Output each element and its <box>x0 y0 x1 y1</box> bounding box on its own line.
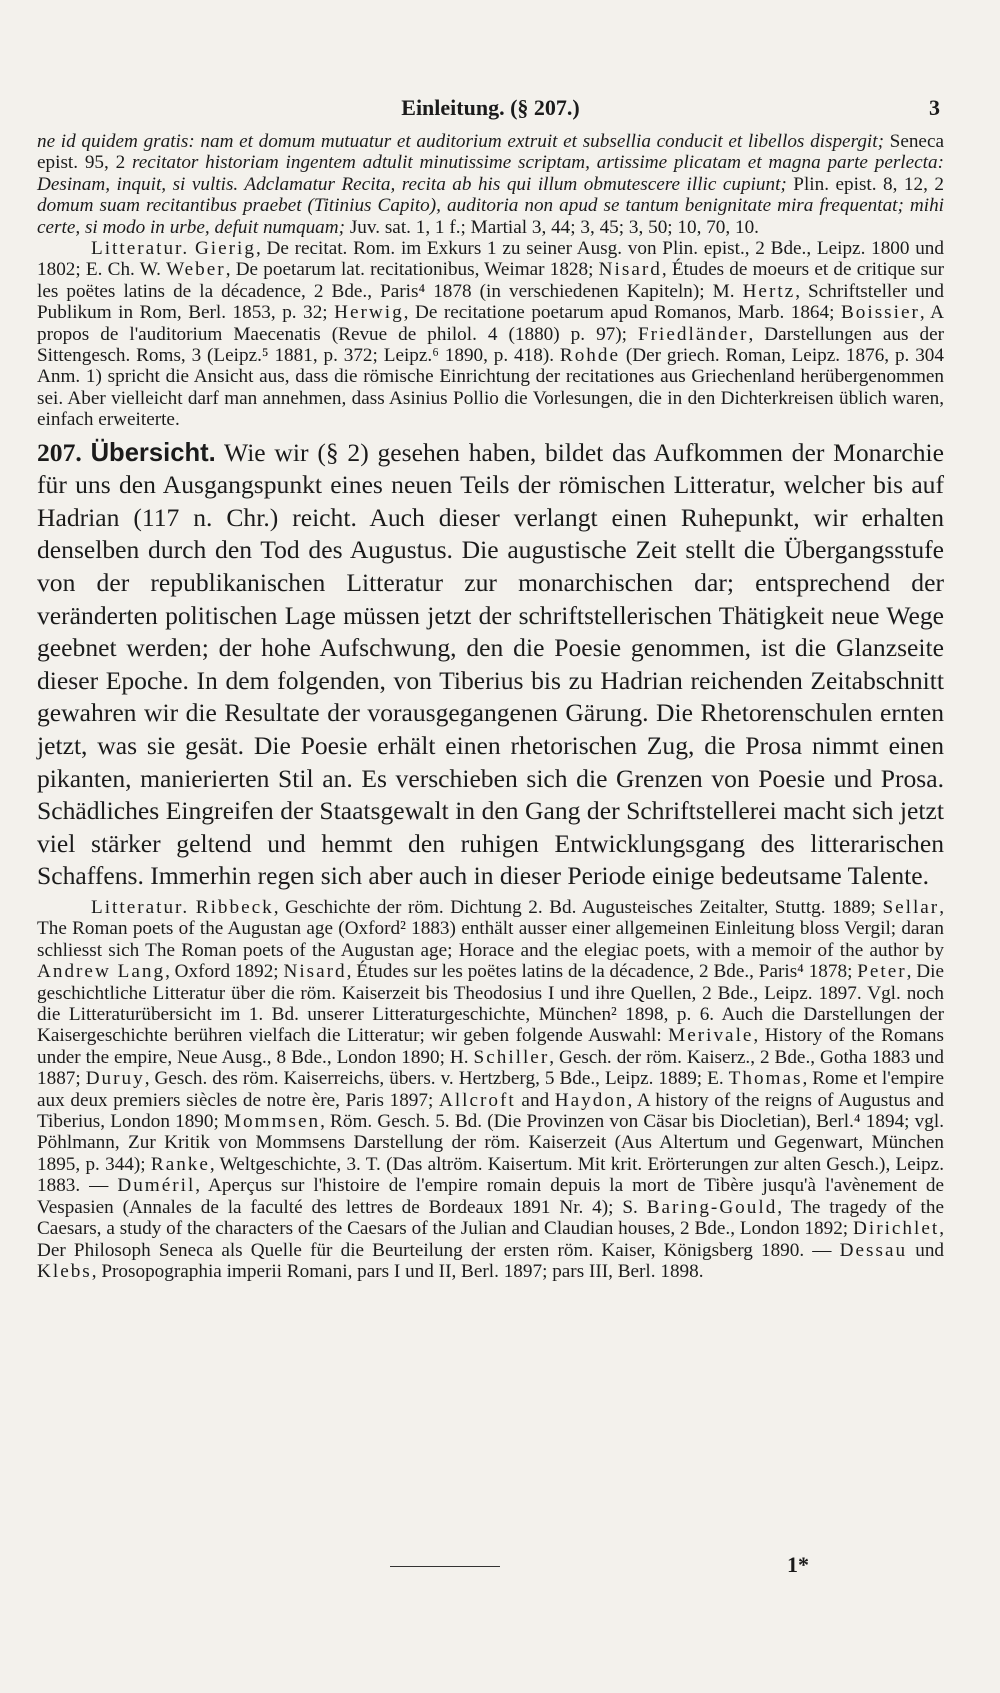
litteratur1-run: , De recitatione poetarum apud Romanos, Marb. 1864; <box>403 302 841 324</box>
litteratur1-run: Hertz <box>742 280 796 302</box>
section-207 <box>37 437 944 893</box>
litteratur2-run: , Gesch. des röm. Kaiserreichs, übers. v. Hertzberg, 5 Bde., Leipz. 1889; E. <box>144 1068 729 1090</box>
litteratur1-run: , De recitat. Rom. im Exkurs 1 zu seiner Ausg. von Plin. epist., 2 Bde., Leipz. 1800 und 1802; E. Ch. W. <box>37 238 944 281</box>
litteratur2-run: , Prosopographia imperii Romani, pars I und II, Berl. 1897; pars III, Berl. 1898. <box>91 1260 704 1282</box>
litteratur2-run: Ranke <box>150 1153 210 1175</box>
litteratur2-run: , Der Philosoph Seneca als Quelle für die Beurteilung der ersten röm. Kaiser, Königsberg 1890. — <box>37 1218 944 1261</box>
litteratur1-run: Litteratur. <box>91 238 190 260</box>
litteratur2-run: Dirichlet <box>853 1218 940 1240</box>
litteratur2-run: Sellar <box>882 897 940 918</box>
litteratur2-run: , Röm. Gesch. 5. Bd. (Die Provinzen von Cäsar bis Diocletian), Berl.⁴ 1894; vgl. Pöhlmann, Zur Kritik von Mommsens Darstellung der röm. Kaiserzeit (Aus Altertum und Gegenwart, München 1895, p. 344); <box>37 1111 944 1175</box>
litteratur1-run: Gierig <box>194 238 256 260</box>
litteratur2-run: Duruy <box>85 1068 145 1090</box>
page-number: 3 <box>929 95 940 120</box>
book-page <box>37 95 944 1282</box>
signature-mark: 1* <box>787 1552 809 1577</box>
litteratur2-run: Merivale <box>668 1025 754 1047</box>
litteratur2-run: , Weltgeschichte, 3. T. (Das altröm. Kaisertum. Mit krit. Erörterungen zur alten Gesch.), Leipz. 1883. — <box>37 1153 944 1197</box>
litteratur2-run: Litteratur. <box>91 897 190 918</box>
bibliography-block <box>37 897 944 1282</box>
litteratur2-run: Baring-Gould <box>646 1196 778 1218</box>
litteratur2-run: Duméril <box>117 1175 196 1197</box>
litteratur2-run: , Rome et l'empire aux deux premiers siècles de notre ère, Paris 1897; <box>37 1068 944 1111</box>
litteratur1-run: , De poetarum lat. recitationibus, Weimar 1828; <box>225 259 599 281</box>
running-header <box>37 95 944 131</box>
continuation-run: Plin. epist. 8, 12, 2 <box>786 173 944 195</box>
footer-rule <box>390 1566 500 1567</box>
litteratur2-run: Haydon <box>554 1089 628 1111</box>
continuation-run: domum suam recitantibus praebet (Titinius Capito), auditoria non apud se tantum benignitate mira frequentat; mihi certe, si modo in urbe, defuit numquam; <box>37 195 944 238</box>
section-number: 207. <box>37 437 82 467</box>
litteratur1-run: , Études de moeurs et de critique sur les poëtes latins de la décadence, 2 Bde., Paris⁴ 1878 (in verschiedenen Kapiteln); M. <box>37 259 944 302</box>
litteratur1-run: Nisard <box>598 259 662 281</box>
litteratur2-run <box>189 897 196 918</box>
litteratur2-run: , Études sur les poëtes latins de la décadence, 2 Bde., Paris⁴ 1878; <box>346 961 858 983</box>
litteratur2-run: , The tragedy of the Caesars, a study of the characters of the Caesars of the Julian and Claudian houses, 2 Bde., London 1892; <box>37 1196 944 1240</box>
running-title: Einleitung. (§ 207.) <box>401 95 580 120</box>
litteratur2-run: , Gesch. der röm. Kaiserz., 2 Bde., Gotha 1883 und 1887; <box>37 1046 944 1090</box>
litteratur2-run: , Geschichte der röm. Dichtung 2. Bd. Augusteisches Zeitalter, Stuttg. 1889; <box>273 897 883 918</box>
litteratur1-run: Herwig <box>334 302 404 324</box>
litteratur1-run: Rohde <box>559 345 620 367</box>
bibliography-paragraph-2 <box>37 897 944 1282</box>
continuation-run: recitator historiam ingentem adtulit minutissime scriptam, artissime plicatam et magna parte perlecta: Desinam, inquit, si vultis. Adclamatur Recita, recita ab his qui illum obmutescere illic cupiunt; <box>37 152 944 195</box>
litteratur2-run: Thomas <box>728 1068 803 1090</box>
litteratur2-run: Andrew Lang <box>37 961 166 983</box>
litteratur1-run: Weber <box>166 259 226 281</box>
litteratur2-run: Peter <box>857 961 907 983</box>
continuation-paragraph <box>37 131 944 238</box>
section-title: Übersicht. <box>90 438 216 467</box>
litteratur2-run: and <box>515 1089 555 1111</box>
litteratur2-run: Mommsen <box>223 1111 321 1133</box>
litteratur2-run: , Die geschichtliche Litteratur über die röm. Kaiserzeit bis Theodosius I und ihre Quellen, 2 Bde., Leipz. 1897. Vgl. noch die Litteraturübersicht im 1. Bd. unserer Litteraturgeschichte, München² 1898, p. 6. Auch die Darstellungen der Kaisergeschichte berühren vielfach die Litteratur; wir geben folgende Auswahl: <box>37 961 944 1047</box>
litteratur1-run: , A propos de l'auditorium Maecenatis (Revue de philol. 4 (1880) p. 97); <box>37 302 944 345</box>
litteratur1-run: Boissier <box>840 302 920 324</box>
continuation-run: Juv. sat. 1, 1 f.; Martial 3, 44; 3, 45; 3, 50; 10, 70, 10. <box>345 216 759 238</box>
litteratur2-run: und <box>907 1239 945 1261</box>
litteratur2-run: Klebs <box>37 1260 92 1282</box>
litteratur2-run: Allcroft <box>438 1089 516 1111</box>
litteratur2-run: , History of the Romans under the empire, Neue Ausg., 8 Bde., London 1890; H. <box>37 1025 944 1068</box>
litteratur1-run: Friedländer <box>638 323 749 345</box>
litteratur1-run: , Schriftsteller und Publikum in Rom, Berl. 1853, p. 32; <box>37 280 944 324</box>
litteratur2-run: , The Roman poets of the Augustan age (Oxford² 1883) enthält ausser einer allgemeinen Einleitung bloss Vergil; daran schliesst sich The Roman poets of the Augustan age; Horace and the elegiac poets, with a memoir of the author by <box>37 897 944 961</box>
litteratur1-run: (Der griech. Roman, Leipz. 1876, p. 304 Anm. 1) spricht die Ansicht aus, dass die römische Einrichtung der recitationes aus Griechenland herübergenommen sei. Aber vielleicht darf man annehmen, dass Asinius Pollio die Vorlesungen, die in den Dichterkreisen üblich waren, einfach erweiterte. <box>37 345 944 431</box>
bibliography-paragraph-1 <box>37 238 944 431</box>
litteratur2-run: , Aperçus sur l'histoire de l'empire romain depuis la mort de Tibère jusqu'à l'avènement de Vespasien (Annales de la faculté des lettres de Bordeaux 1891 Nr. 4); S. <box>37 1175 945 1218</box>
litteratur2-run: Dessau <box>839 1239 908 1261</box>
continuation-run: ne id quidem gratis: nam et domum mutuatur et auditorium extruit et subsellia conducit et libellos dispergit; <box>37 131 884 152</box>
litteratur2-run: Ribbeck <box>195 897 274 918</box>
section-body: Wie wir (§ 2) gesehen haben, bildet das Aufkommen der Monarchie für uns den Ausgangspunkt eines neuen Teils der römischen Litteratur, welcher bis auf Hadrian (117 n. Chr.) reicht. Auch dieser verlangt einen Ruhepunkt, wir erhalten denselben durch den Tod des Augustus. Die augustische Zeit stellt die Übergangsstufe von der republikanischen Litteratur zur monarchischen dar; entsprechend der veränderten politischen Lage müssen jetzt der schriftstellerischen Thätigkeit neue Wege geebnet werden; der hohe Aufschwung, den die Poesie genommen, ist die Glanzseite dieser Epoche. In dem folgenden, von Tiberius bis zu Hadrian reichenden Zeitabschnitt gewahren wir die Resultate der vorausgegangenen Gärung. Die Rhetorenschulen ernten jetzt, was sie gesät. Die Poesie erhält einen rhetorischen Zug, die Prosa nimmt einen pikanten, manierierten Stil an. Es verschieben sich die Grenzen von Poesie und Prosa. Schädliches Eingreifen der Staatsgewalt in den Gang der Schriftstellerei macht sich jetzt viel stärker geltend und hemmt den ruhigen Entwicklungsgang des litterarischen Schaffens. Immerhin regen sich aber auch in dieser Periode einige bedeutsame Talente. <box>37 437 944 891</box>
litteratur2-run: , Oxford 1892; <box>165 961 284 983</box>
footnote-continuation <box>37 131 944 431</box>
continuation-run: Seneca epist. 95, 2 <box>37 131 944 174</box>
litteratur2-run: , A history of the reigns of Augustus and Tiberius, London 1890; <box>37 1089 944 1133</box>
litteratur2-run: Schiller <box>473 1046 550 1068</box>
litteratur1-run: , Darstellungen aus der Sittengesch. Roms, 3 (Leipz.⁵ 1881, p. 372; Leipz.⁶ 1890, p. 418). <box>37 323 945 367</box>
litteratur2-run: Nisard <box>283 961 347 983</box>
